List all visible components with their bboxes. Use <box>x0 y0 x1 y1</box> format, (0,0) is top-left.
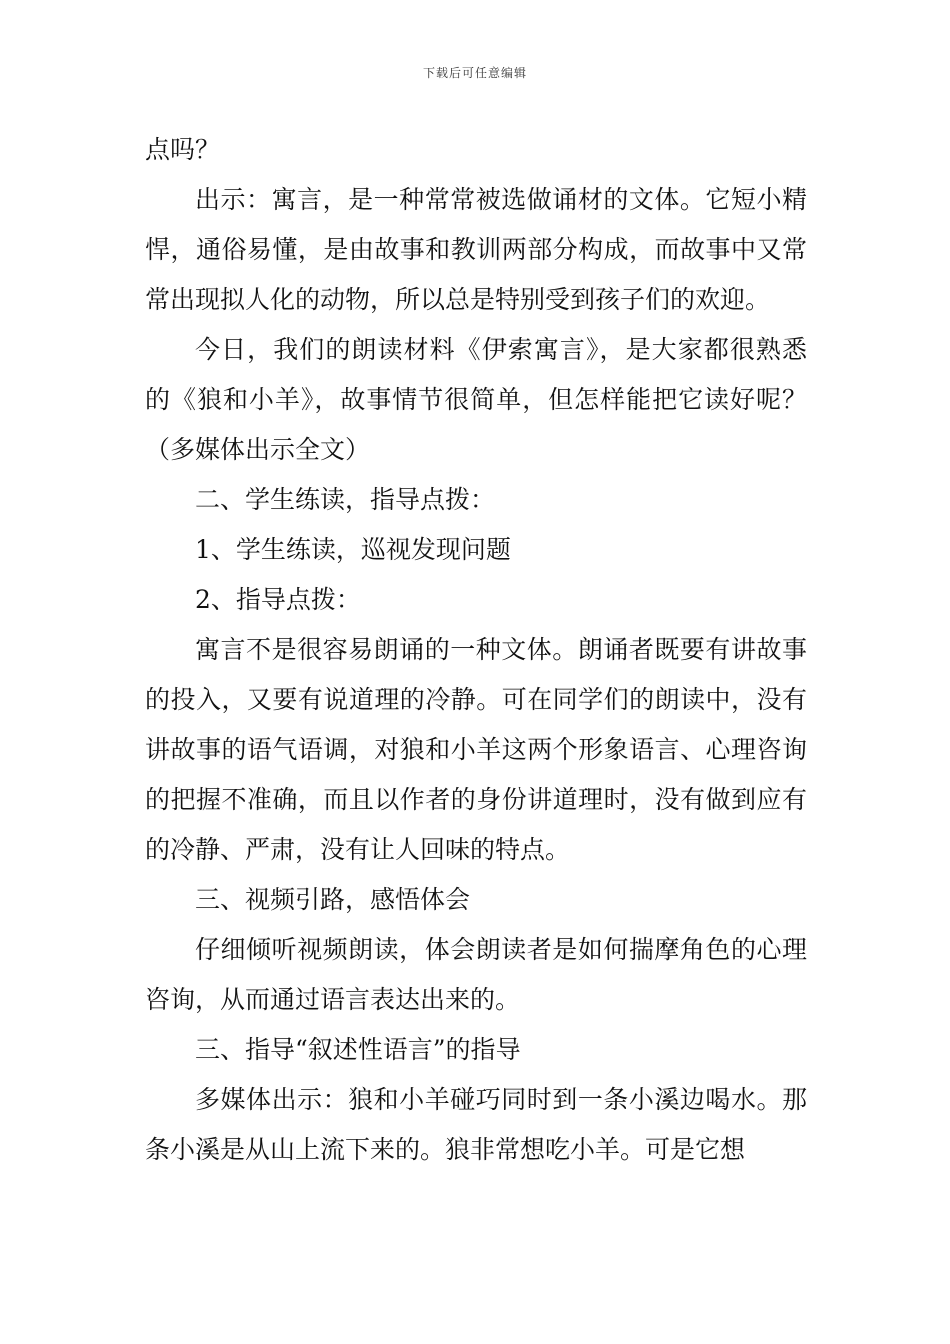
paragraph: 寓言不是很容易朗诵的一种文体。朗诵者既要有讲故事的投入，又要有说道理的冷静。可在同学们的朗读中，没有讲故事的语气语调，对狼和小羊这两个形象语言、心理咨询的把握不准确，而且以作者的身份讲道理时，没有做到应有的冷静、严肃，没有让人回味的特点。 <box>145 635 807 864</box>
document-body <box>145 125 807 1175</box>
list-item: 2、指导点拨： <box>195 585 361 614</box>
paragraph: 仔细倾听视频朗读，体会朗读者是如何揣摩角色的心理咨询，从而通过语言表达出来的。 <box>145 935 807 1014</box>
paragraph: 多媒体出示：狼和小羊碰巧同时到一条小溪边喝水。那条小溪是从山上流下来的。狼非常想吃小羊。可是它想 <box>145 1085 807 1164</box>
section-heading: 三、指导“叙述性语言”的指导 <box>195 1035 521 1064</box>
paragraph: 出示：寓言，是一种常常被选做诵材的文体。它短小精悍，通俗易懂，是由故事和教训两部分构成，而故事中又常常出现拟人化的动物，所以总是特别受到孩子们的欢迎。 <box>145 185 807 314</box>
page-header: 下载后可任意编辑 <box>422 66 527 80</box>
section-heading: 二、学生练读，指导点拨： <box>195 485 496 514</box>
list-item: 1、学生练读，巡视发现问题 <box>195 535 511 564</box>
section-heading: 三、视频引路，感悟体会 <box>195 885 471 914</box>
paragraph: 点吗？ <box>145 135 221 164</box>
paragraph: 今日，我们的朗读材料《伊索寓言》，是大家都很熟悉的《狼和小羊》，故事情节很简单，但怎样能把它读好呢？（多媒体出示全文） <box>145 335 807 464</box>
